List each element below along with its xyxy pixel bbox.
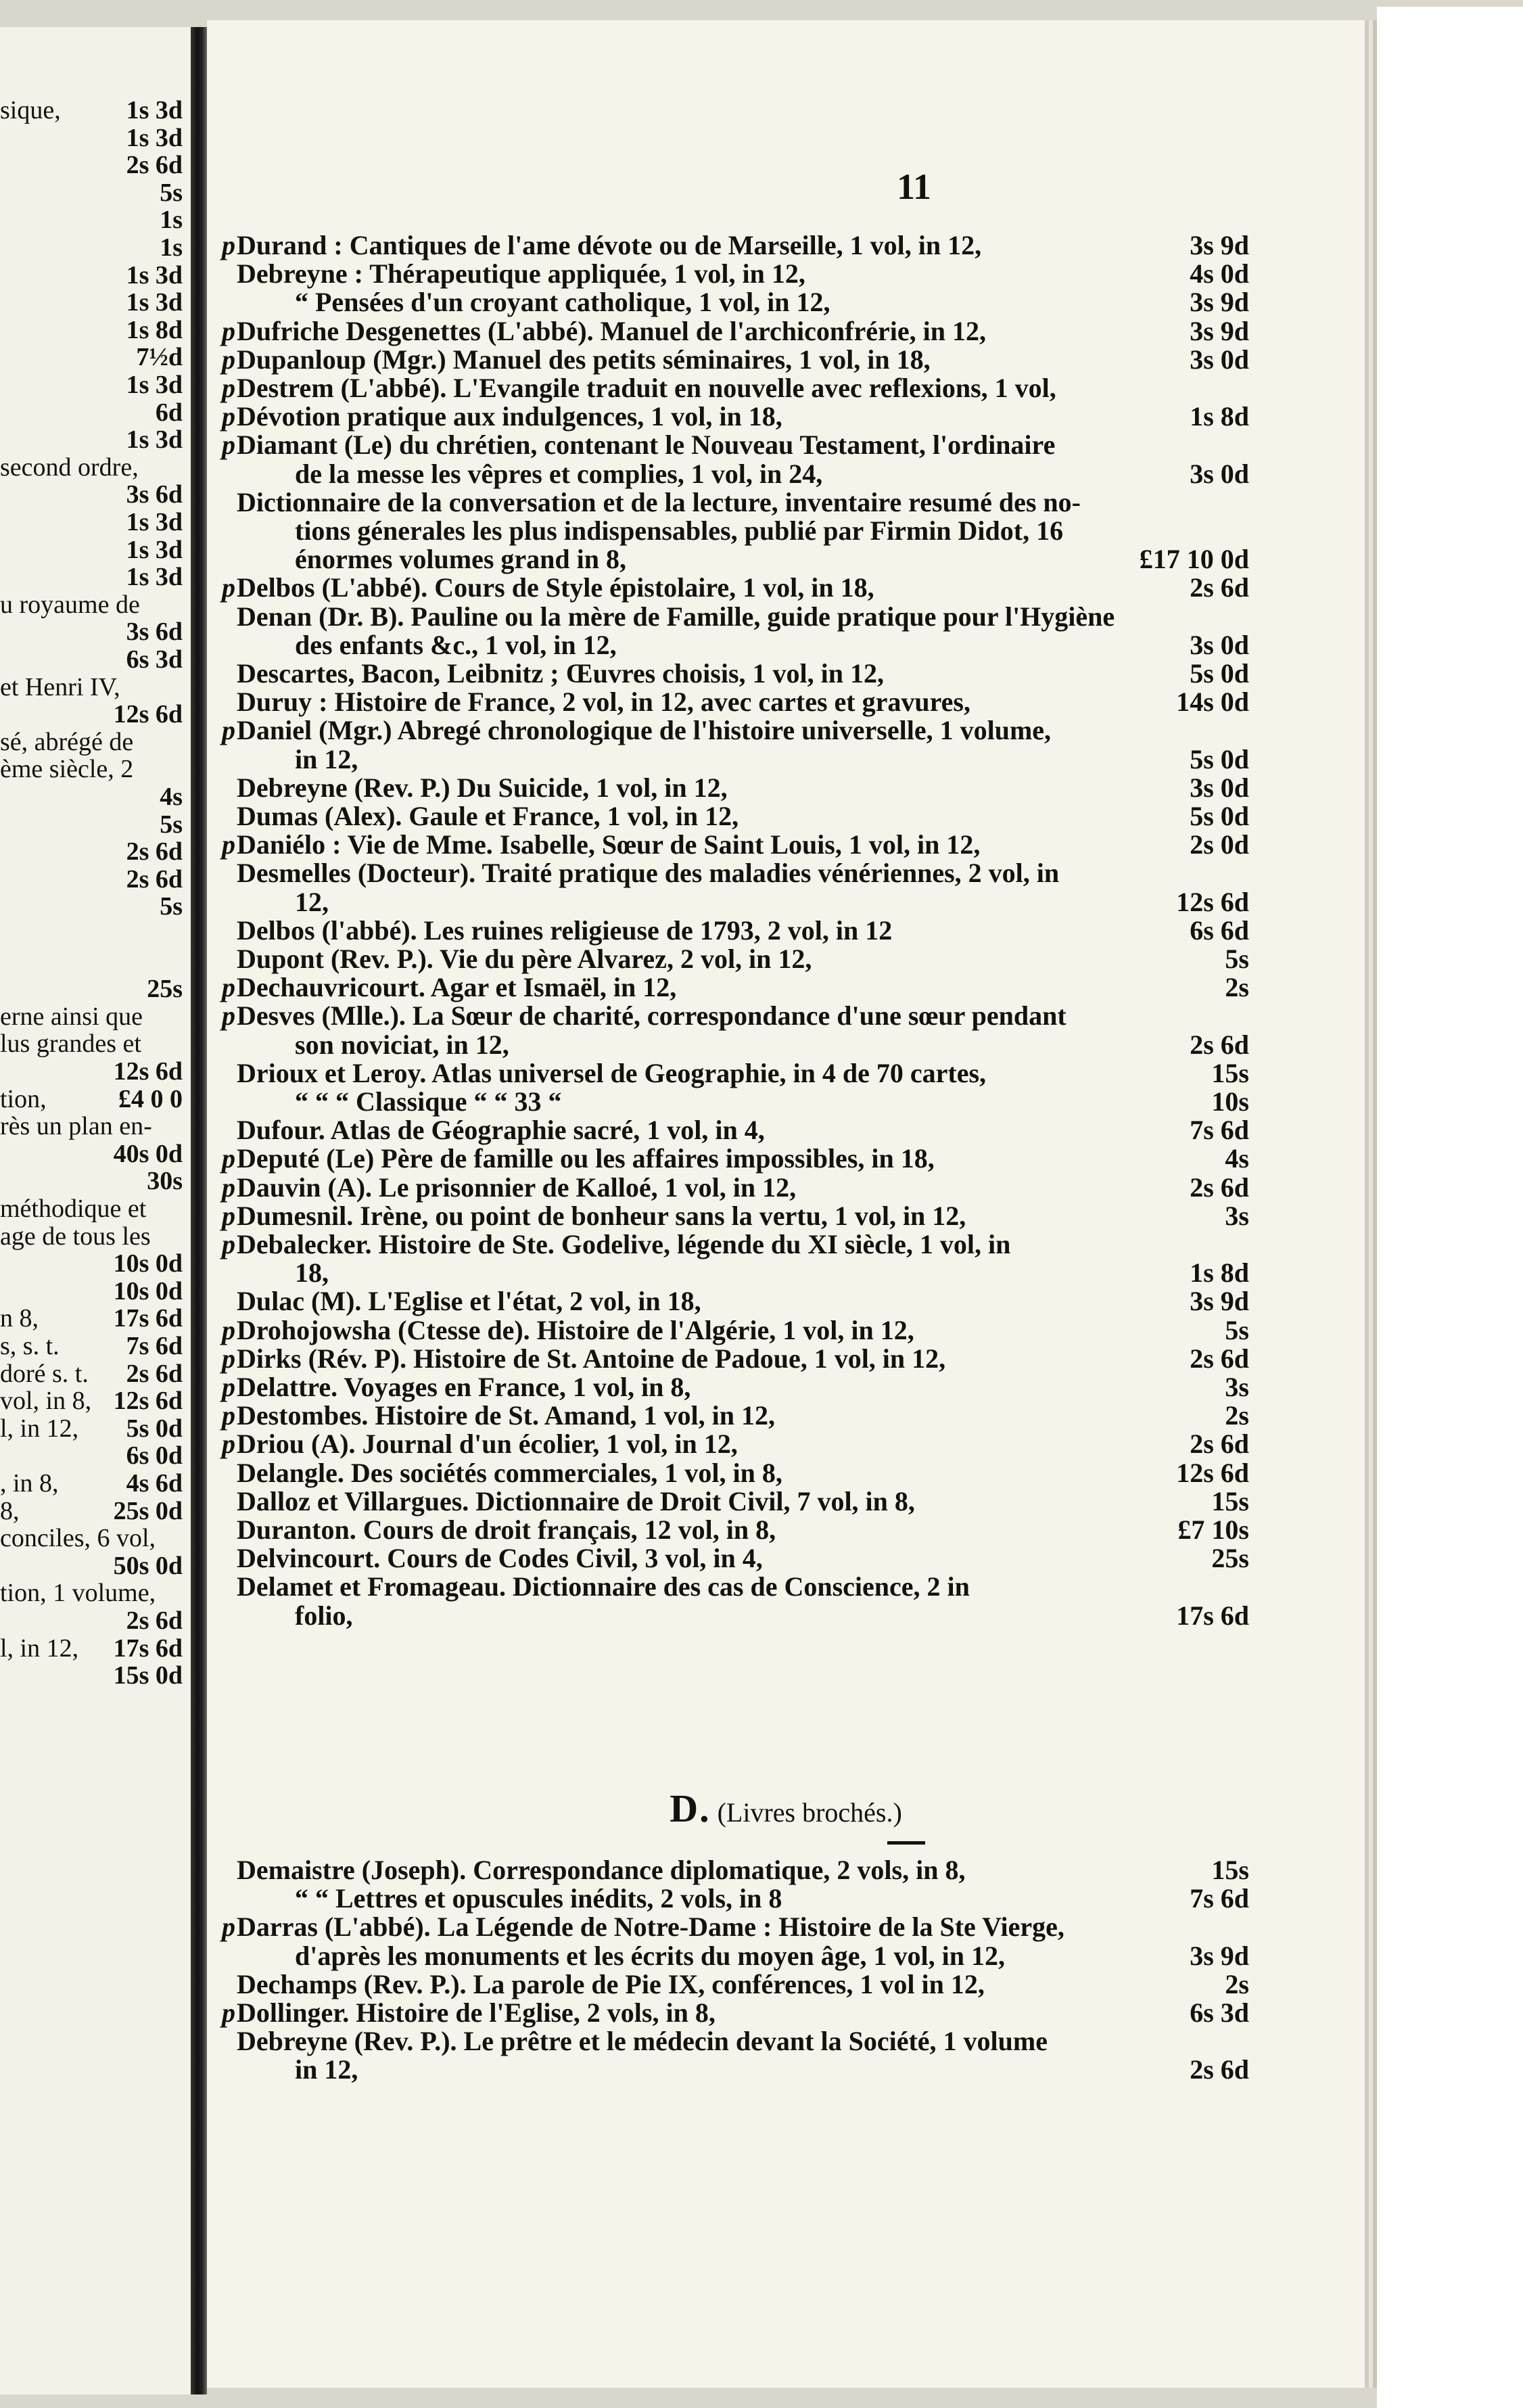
facing-line-price: 50s 0d [113, 1551, 183, 1580]
facing-page-line [0, 1221, 188, 1252]
entry-marker: p [222, 230, 235, 260]
facing-line-price: 40s 0d [113, 1139, 183, 1168]
facing-line-price: 25s 0d [113, 1496, 183, 1525]
facing-line-price: £4 0 0 [118, 1084, 183, 1113]
facing-line-text: 8, [0, 1496, 20, 1525]
entry-text: Destombes. Histoire de St. Amand, 1 vol, in 12, [237, 1400, 775, 1431]
entry-price: 1s 8d [1190, 401, 1249, 432]
entry-marker: p [222, 1143, 235, 1174]
entry-text: Driou (A). Journal d'un écolier, 1 vol, in 12, [237, 1429, 738, 1460]
entry-text: Dauvin (A). Le prisonnier de Kalloé, 1 vol, in 12, [237, 1172, 797, 1203]
entry-marker: p [222, 401, 235, 432]
facing-line-text: erne ainsi que [0, 1002, 143, 1031]
facing-line-price: 2s 6d [126, 151, 183, 180]
entry-price: 2s 6d [1190, 1343, 1249, 1374]
entry-text: Dollinger. Histoire de l'Eglise, 2 vols, in 8, [237, 1997, 716, 2028]
entry-text: Durand : Cantiques de l'ame dévote ou de Marseille, 1 vol, in 12, [237, 230, 982, 260]
facing-page [0, 27, 191, 2394]
facing-line-text: second ordre, [0, 453, 139, 482]
entry-price: 3s 9d [1190, 230, 1249, 260]
entry-price: £17 10 0d [1139, 544, 1249, 575]
entry-marker: p [222, 1429, 235, 1460]
facing-line-price: 1s 3d [126, 260, 183, 290]
facing-line-price: 2s 6d [126, 837, 183, 866]
facing-line-price: 10s 0d [113, 1276, 183, 1305]
entry-text: in 12, [295, 743, 358, 774]
facing-page-line [0, 946, 188, 977]
facing-line-price: 5s [160, 178, 183, 207]
entry-text: Debreyne (Rev. P.). Le prêtre et le médecin devant la Société, 1 volume [237, 2026, 1048, 2057]
entry-text: Debalecker. Histoire de Ste. Godelive, légende du XI siècle, 1 vol, in [237, 1229, 1011, 1259]
entry-price: £7 10s [1177, 1514, 1249, 1545]
facing-page-line [0, 424, 188, 455]
facing-page-line [0, 1605, 188, 1636]
facing-line-text: tion, [0, 1084, 47, 1113]
facing-page-line [0, 1385, 188, 1416]
facing-line-price: 30s [147, 1167, 183, 1196]
facing-line-price: 1s 3d [126, 508, 183, 536]
entry-marker: p [222, 1343, 235, 1374]
facing-line-text: l, in 12, [0, 1414, 79, 1443]
facing-line-price: 1s [160, 206, 183, 235]
facing-page-line [0, 809, 188, 840]
entry-text: Drioux et Leroy. Atlas universel de Geographie, in 4 de 70 cartes, [237, 1057, 987, 1088]
facing-page-line [0, 1440, 188, 1471]
entry-text: tions génerales les plus indispensables, publié par Firmin Didot, 16 [295, 515, 1064, 546]
entry-price: 3s 9d [1190, 1286, 1249, 1317]
entry-marker: p [222, 430, 235, 461]
entry-marker: p [222, 1912, 235, 1943]
entry-text: d'après les monuments et les écrits du moyen âge, 1 vol, in 12, [295, 1940, 1005, 1971]
entry-price: 15s [1211, 1855, 1249, 1885]
facing-page-line [0, 1577, 188, 1608]
entry-marker: p [222, 1229, 235, 1259]
facing-line-price: 17s 6d [113, 1634, 183, 1663]
entry-price: 10s [1211, 1086, 1249, 1117]
entry-price: 4s 0d [1190, 258, 1249, 290]
entry-price: 1s 8d [1190, 1257, 1249, 1289]
facing-page-line [0, 864, 188, 895]
entry-text: Debreyne (Rev. P.) Du Suicide, 1 vol, in 12, [237, 772, 728, 803]
entry-text: Delamet et Fromageau. Dictionnaire des cas de Conscience, 2 in [237, 1571, 970, 1602]
entry-text: Demaistre (Joseph). Correspondance diplomatique, 2 vols, in 8, [237, 1855, 966, 1885]
entry-text: Desmelles (Docteur). Traité pratique des maladies vénériennes, 2 vol, in [237, 858, 1060, 889]
entry-text: énormes volumes grand in 8, [295, 544, 626, 575]
facing-page-line [0, 397, 188, 428]
entry-price: 2s 6d [1190, 1029, 1249, 1060]
entry-text: Descartes, Bacon, Leibnitz ; Œuvres choisis, 1 vol, in 12, [237, 658, 885, 689]
entry-price: 3s [1225, 1200, 1249, 1231]
entry-marker: p [222, 572, 235, 603]
facing-line-price: 1s 3d [126, 563, 183, 592]
entry-text: Delvincourt. Cours de Codes Civil, 3 vol, in 4, [237, 1543, 763, 1574]
facing-line-text: s, s. t. [0, 1332, 60, 1360]
facing-page-line [0, 1193, 188, 1224]
facing-page-line [0, 1660, 188, 1691]
facing-line-price: 4s 6d [126, 1469, 183, 1498]
entry-text: Daniélo : Vie de Mme. Isabelle, Sœur de Saint Louis, 1 vol, in 12, [237, 829, 981, 860]
entry-price: 5s [1225, 944, 1249, 974]
facing-line-price: 6s 3d [126, 645, 183, 674]
entry-marker: p [222, 1997, 235, 2028]
entry-marker: p [222, 344, 235, 375]
entry-text: Delangle. Des sociétés commerciales, 1 vol, in 8, [237, 1457, 782, 1488]
entry-text: Duruy : Histoire de France, 2 vol, in 12, avec cartes et gravures, [237, 687, 970, 718]
entry-text: Daniel (Mgr.) Abregé chronologique de l'histoire universelle, 1 volume, [237, 715, 1052, 746]
facing-page-line [0, 177, 188, 208]
facing-line-text: sique, [0, 96, 61, 124]
facing-page-line [0, 644, 188, 675]
entry-marker: p [222, 1172, 235, 1203]
entry-text: Desves (Mlle.). La Sœur de charité, correspondance d'une sœur pendant [237, 1000, 1067, 1032]
catalogue-entry-line [207, 2053, 1248, 2087]
facing-line-price: 12s 6d [113, 1057, 183, 1086]
entry-text: Dictionnaire de la conversation et de la lecture, inventaire resumé des no- [237, 486, 1081, 517]
facing-page-line [0, 534, 188, 565]
facing-line-text: tion, 1 volume, [0, 1579, 156, 1608]
entry-text: Dirks (Rév. P). Histoire de St. Antoine de Padoue, 1 vol, in 12, [237, 1343, 946, 1374]
facing-line-text: rès un plan en- [0, 1112, 152, 1141]
facing-page-line [0, 1276, 188, 1307]
entry-price: 12s 6d [1176, 886, 1249, 917]
facing-page-line [0, 452, 188, 483]
facing-page-line [0, 672, 188, 703]
facing-page-line [0, 1468, 188, 1499]
catalogue-page [207, 20, 1365, 2388]
entry-text: Dumas (Alex). Gaule et France, 1 vol, in 12, [237, 801, 739, 831]
facing-line-text: conciles, 6 vol, [0, 1524, 156, 1553]
facing-line-text: sé, abrégé de [0, 727, 134, 756]
entry-marker: p [222, 1000, 235, 1032]
facing-page-line [0, 315, 188, 346]
facing-page-line [0, 1413, 188, 1444]
facing-line-text: vol, in 8, [0, 1387, 92, 1416]
entry-marker: p [222, 1372, 235, 1402]
facing-page-line [0, 726, 188, 758]
entry-price: 14s 0d [1176, 687, 1249, 718]
entry-marker: p [222, 1200, 235, 1231]
binding-gutter [191, 27, 207, 2394]
facing-line-price: 6s 0d [126, 1441, 183, 1471]
entry-text: Dechamps (Rev. P.). La parole de Pie IX, conférences, 1 vol in 12, [237, 1968, 985, 1999]
facing-page-line [0, 1165, 188, 1197]
facing-page-line [0, 1248, 188, 1279]
facing-page-line [0, 287, 188, 318]
facing-line-price: 1s 3d [126, 425, 183, 455]
facing-page-line [0, 1303, 188, 1334]
facing-page-line [0, 589, 188, 620]
facing-page-line [0, 1330, 188, 1362]
facing-line-price: 6d [155, 398, 183, 427]
facing-page-line [0, 342, 188, 373]
entry-price: 15s [1211, 1057, 1249, 1088]
entry-text: Denan (Dr. B). Pauline ou la mère de Famille, guide pratique pour l'Hygiène [237, 601, 1115, 632]
entry-price: 2s [1225, 1400, 1249, 1431]
facing-page-line [0, 616, 188, 647]
entry-text: Dechauvricourt. Agar et Ismaël, in 12, [237, 972, 677, 1003]
entry-text: Dumesnil. Irène, ou point de bonheur sans la vertu, 1 vol, in 12, [237, 1200, 966, 1231]
facing-line-text: lus grandes et [0, 1029, 141, 1059]
catalogue-entry-line [207, 1599, 1248, 1633]
entry-text: Darras (L'abbé). La Légende de Notre-Dame : Histoire de la Ste Vierge, [237, 1912, 1064, 1943]
facing-page-line [0, 891, 188, 922]
facing-page-line [0, 479, 188, 510]
facing-page-line [0, 1111, 188, 1142]
facing-line-price: 15s 0d [113, 1661, 183, 1690]
entry-text: Drohojowsha (Ctesse de). Histoire de l'Algérie, 1 vol, in 12, [237, 1314, 914, 1345]
entry-price: 7s 6d [1190, 1115, 1249, 1146]
facing-page-line [0, 232, 188, 263]
facing-line-text: méthodique et [0, 1195, 147, 1223]
entry-price: 3s 0d [1190, 458, 1249, 489]
facing-line-price: 7½d [136, 343, 183, 372]
entry-price: 3s 0d [1190, 344, 1249, 375]
facing-line-text: u royaume de [0, 590, 140, 619]
entry-marker: p [222, 1400, 235, 1431]
entry-text: Delbos (l'abbé). Les ruines religieuse de 1793, 2 vol, in 12 [237, 914, 893, 946]
entry-text: Diamant (Le) du chrétien, contenant le Nouveau Testament, l'ordinaire [237, 430, 1056, 461]
facing-line-text: ème siècle, 2 [0, 755, 134, 784]
entry-price: 5s [1225, 1314, 1249, 1345]
entry-price: 2s [1225, 972, 1249, 1003]
facing-page-line [0, 1028, 188, 1059]
facing-line-price: 5s [160, 810, 183, 839]
facing-page-line [0, 122, 188, 154]
entry-text: Dévotion pratique aux indulgences, 1 vol, in 18, [237, 401, 782, 432]
entry-text: folio, [295, 1600, 353, 1631]
facing-page-line [0, 699, 188, 730]
entry-price: 25s [1211, 1543, 1249, 1574]
entry-price: 7s 6d [1190, 1883, 1249, 1914]
entry-price: 3s 0d [1190, 772, 1249, 803]
entry-price: 2s 6d [1190, 572, 1249, 603]
section-subtitle: (Livres brochés.) [717, 1797, 902, 1828]
facing-line-text: l, in 12, [0, 1634, 79, 1663]
entry-text: Dalloz et Villargues. Dictionnaire de Droit Civil, 7 vol, in 8, [237, 1485, 915, 1516]
entry-price: 17s 6d [1176, 1600, 1249, 1631]
facing-line-text: age de tous les [0, 1222, 151, 1251]
entry-text: Dulac (M). L'Eglise et l'état, 2 vol, in 18, [237, 1286, 701, 1317]
facing-line-price: 2s 6d [126, 1359, 183, 1388]
entry-marker: p [222, 373, 235, 403]
entry-price: 3s 9d [1190, 1940, 1249, 1971]
facing-page-line [0, 919, 188, 950]
facing-line-price: 10s 0d [113, 1249, 183, 1278]
facing-line-text: , in 8, [0, 1469, 59, 1498]
facing-page-line [0, 1056, 188, 1087]
entry-text: son noviciat, in 12, [295, 1029, 509, 1060]
facing-page-line [0, 1633, 188, 1664]
facing-line-price: 5s 0d [126, 1414, 183, 1443]
facing-line-price: 17s 6d [113, 1304, 183, 1333]
entry-price: 2s 6d [1190, 2054, 1249, 2085]
facing-page-line [0, 204, 188, 235]
entry-price: 6s 3d [1190, 1997, 1249, 2028]
facing-line-price: 2s 6d [126, 864, 183, 894]
entry-text: des enfants &c., 1 vol, in 12, [295, 629, 617, 660]
entry-marker: p [222, 1314, 235, 1345]
entry-text: “ Pensées d'un croyant catholique, 1 vol, in 12, [295, 287, 830, 318]
facing-line-price: 3s 6d [126, 618, 183, 647]
facing-page-line [0, 507, 188, 538]
entry-text: Dupont (Rev. P.). Vie du père Alvarez, 2 vol, in 12, [237, 944, 812, 974]
entry-price: 3s 9d [1190, 315, 1249, 346]
facing-line-price: 1s [160, 233, 183, 262]
page-number: 11 [897, 166, 932, 207]
entry-price: 3s 0d [1190, 629, 1249, 660]
entry-text: Duranton. Cours de droit français, 12 vol, in 8, [237, 1514, 776, 1545]
facing-page-line [0, 149, 188, 181]
facing-page-line [0, 1550, 188, 1581]
facing-line-text: doré s. t. [0, 1359, 89, 1388]
entry-price: 12s 6d [1176, 1457, 1249, 1488]
facing-line-price: 4s [160, 783, 183, 811]
page-edge [1377, 7, 1523, 2408]
facing-page-line [0, 95, 188, 126]
entry-price: 3s [1225, 1372, 1249, 1402]
section-rule [887, 1841, 925, 1845]
facing-page-line [0, 561, 188, 593]
entry-price: 15s [1211, 1485, 1249, 1516]
entry-price: 5s 0d [1190, 801, 1249, 831]
entry-text: in 12, [295, 2054, 358, 2085]
facing-line-price: 12s 6d [113, 1387, 183, 1416]
facing-page-line [0, 836, 188, 867]
facing-line-price: 1s 3d [126, 535, 183, 564]
section-letter: D. [670, 1786, 711, 1830]
entry-text: Debreyne : Thérapeutique appliquée, 1 vol, in 12, [237, 258, 805, 290]
entry-text: Dupanloup (Mgr.) Manuel des petits séminaires, 1 vol, in 18, [237, 344, 931, 375]
entry-marker: p [222, 315, 235, 346]
entry-text: Destrem (L'abbé). L'Evangile traduit en nouvelle avec reflexions, 1 vol, [237, 373, 1056, 403]
entry-text: “ “ Lettres et opuscules inédits, 2 vols, in 8 [295, 1883, 782, 1914]
facing-line-price: 1s 3d [126, 123, 183, 152]
entry-text: Dufour. Atlas de Géographie sacré, 1 vol, in 4, [237, 1115, 765, 1146]
entry-price: 4s [1225, 1143, 1249, 1174]
entry-text: Dufriche Desgenettes (L'abbé). Manuel de l'archiconfrérie, in 12, [237, 315, 986, 346]
entry-price: 2s 6d [1190, 1172, 1249, 1203]
entry-marker: p [222, 829, 235, 860]
entry-price: 2s 6d [1190, 1429, 1249, 1460]
entry-text: de la messe les vêpres et complies, 1 vol, in 24, [295, 458, 823, 489]
entry-text: 12, [295, 886, 329, 917]
facing-line-price: 3s 6d [126, 480, 183, 509]
entry-text: Delbos (L'abbé). Cours de Style épistolaire, 1 vol, in 18, [237, 572, 874, 603]
facing-line-price: 1s 8d [126, 315, 183, 344]
entry-text: Delattre. Voyages en France, 1 vol, in 8, [237, 1372, 691, 1402]
entry-text: 18, [295, 1257, 329, 1289]
entry-price: 5s 0d [1190, 743, 1249, 774]
facing-page-line [0, 1358, 188, 1389]
entry-marker: p [222, 972, 235, 1003]
entry-price: 5s 0d [1190, 658, 1249, 689]
entry-text: “ “ “ Classique “ “ 33 “ [295, 1086, 562, 1117]
entry-price: 2s 0d [1190, 829, 1249, 860]
entry-price: 2s [1225, 1968, 1249, 1999]
facing-page-line [0, 973, 188, 1004]
facing-line-price: 2s 6d [126, 1606, 183, 1635]
entry-price: 6s 6d [1190, 914, 1249, 946]
entry-price: 3s 9d [1190, 287, 1249, 318]
facing-page-line [0, 781, 188, 812]
facing-page-line [0, 369, 188, 400]
section-heading [207, 1786, 1365, 1831]
facing-page-line [0, 754, 188, 785]
facing-line-price: 7s 6d [126, 1332, 183, 1360]
facing-line-price: 1s 3d [126, 288, 183, 317]
facing-page-line [0, 1523, 188, 1554]
facing-line-price: 12s 6d [113, 700, 183, 729]
facing-line-price: 25s [147, 975, 183, 1004]
facing-line-text: n 8, [0, 1304, 39, 1333]
facing-page-line [0, 1084, 188, 1115]
facing-page-line [0, 1138, 188, 1170]
entry-text: Deputé (Le) Père de famille ou les affaires impossibles, in 18, [237, 1143, 935, 1174]
facing-line-price: 5s [160, 892, 183, 921]
facing-page-line [0, 260, 188, 291]
facing-page-line [0, 1001, 188, 1032]
facing-line-text: et Henri IV, [0, 672, 120, 701]
facing-line-price: 1s 3d [126, 371, 183, 399]
entry-marker: p [222, 715, 235, 746]
facing-page-line [0, 1496, 188, 1527]
facing-line-price: 1s 3d [126, 96, 183, 124]
